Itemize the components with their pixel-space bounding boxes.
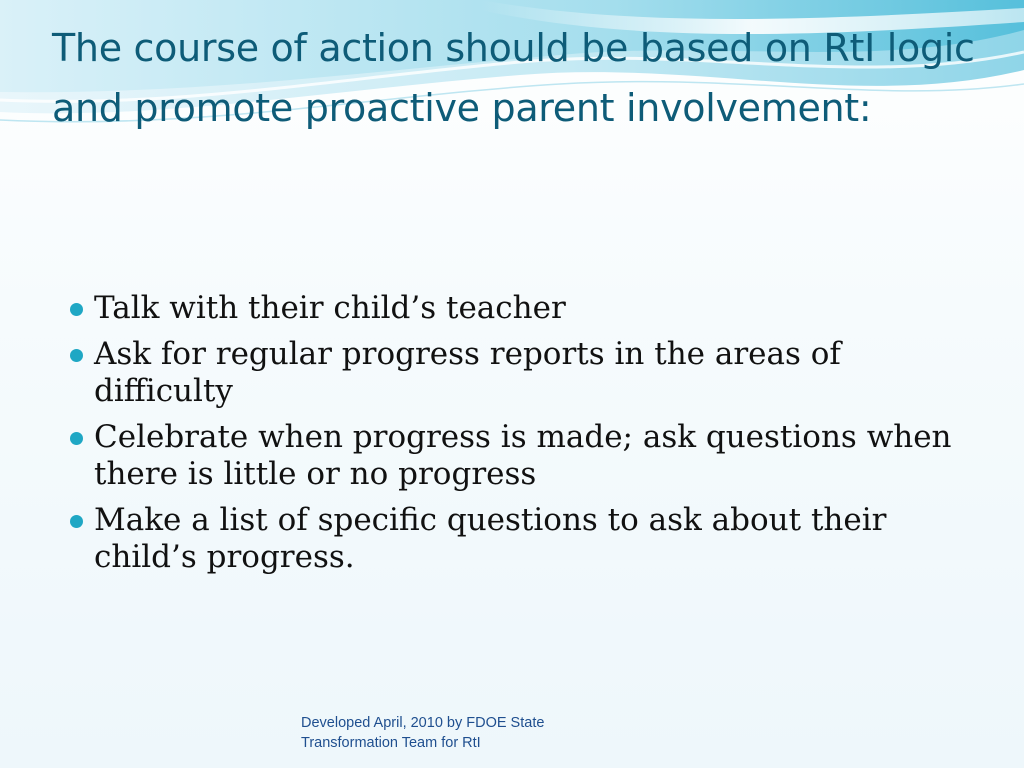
bullet-dot-icon — [70, 432, 83, 445]
bullet-item — [68, 502, 958, 576]
bullet-text: Ask for regular progress reports in the areas of difficulty — [94, 336, 841, 409]
bullet-item — [68, 336, 958, 410]
bullet-dot-icon — [70, 349, 83, 362]
bullet-dot-icon — [70, 515, 83, 528]
bullet-item — [68, 419, 958, 493]
footer-line-1: Developed April, 2010 by FDOE State — [301, 715, 545, 731]
footer-line-2: Transformation Team for RtI — [301, 735, 481, 751]
bullet-item — [68, 290, 958, 327]
bullet-dot-icon — [70, 303, 83, 316]
bullet-list — [68, 290, 958, 585]
bullet-text: Celebrate when progress is made; ask questions when there is little or no progress — [94, 419, 952, 492]
slide-title: The course of action should be based on RtI logic and promote proactive parent involvement: — [52, 26, 975, 130]
bullet-text: Talk with their child’s teacher — [94, 290, 566, 326]
bullet-text: Make a list of specific questions to ask about their child’s progress. — [94, 502, 887, 575]
footer-credit — [301, 713, 631, 753]
